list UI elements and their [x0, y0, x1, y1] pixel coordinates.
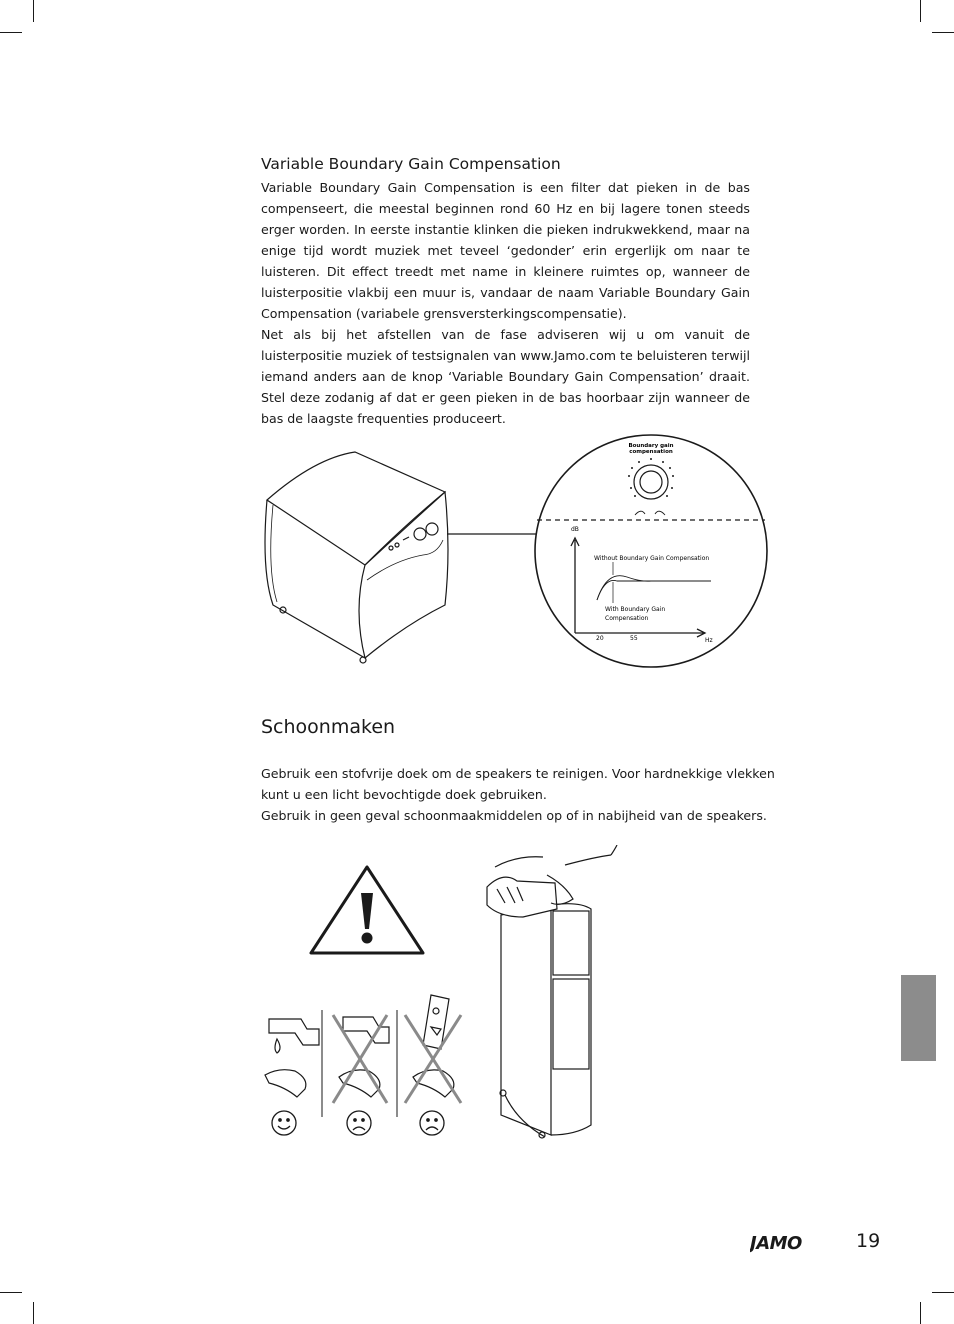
crop-mark — [33, 0, 34, 22]
subwoofer-diagram — [255, 430, 775, 680]
magnified-circle — [535, 435, 767, 667]
crop-mark — [920, 1302, 921, 1324]
vbgc-paragraph-2: Net als bij het afstellen van de fase adviseren wij u om vanuit de luisterpositie muziek of testsignalen van www.Jamo.com te beluisteren terwijl iemand anders aan de knop ‘Variable Boundary Gain Compensation’ draait. Stel deze zodanig af dat er geen pieken in de bas hoorbaar zijn wanneer de bas de laagste frequenties produceert. — [261, 327, 751, 426]
crop-mark — [932, 1292, 954, 1293]
section-tab — [901, 975, 936, 1061]
cleaning-line-1: Gebruik een stofvrije doek om de speakers te reinigen. Voor hardnekkige vlekken kunt u een licht bevochtigde doek gebruiken. — [261, 766, 775, 802]
crop-mark — [920, 0, 921, 22]
cleaning-line-2: Gebruik in geen geval schoonmaakmiddelen op of in nabijheid van de speakers. — [261, 808, 767, 823]
spray-can-crossed-icon — [405, 995, 461, 1103]
cleaning-heading: Schoonmaken — [261, 716, 396, 738]
smiley-happy-icon — [272, 1111, 296, 1135]
knob-label-line1: Boundary gain — [628, 443, 674, 449]
x-tick-55: 55 — [630, 635, 638, 642]
cleaning-section — [261, 763, 781, 826]
tap-detergent-crossed-icon — [333, 1015, 389, 1103]
curve-label-with-line1: With Boundary Gain — [605, 606, 666, 613]
crop-mark — [0, 1292, 22, 1293]
knob-label-line2: compensation — [629, 449, 673, 455]
cleaning-illustrations — [255, 845, 625, 1145]
subwoofer-illustration — [265, 452, 448, 663]
brand-logo-text: JAMO — [750, 1233, 802, 1253]
curve-label-without: Without Boundary Gain Compensation — [594, 555, 710, 562]
x-tick-20: 20 — [596, 635, 604, 642]
vbgc-section — [261, 155, 750, 429]
vbgc-heading: Variable Boundary Gain Compensation — [261, 155, 561, 173]
crop-mark — [932, 32, 954, 33]
smiley-sad-icon — [347, 1111, 371, 1135]
y-axis-label: dB — [571, 526, 579, 533]
warning-icon — [311, 867, 423, 953]
crop-mark — [33, 1302, 34, 1324]
curve-label-with-line2: Compensation — [605, 615, 649, 622]
vbgc-paragraph-1: Variable Boundary Gain Compensation is een filter dat pieken in de bas compenseert, die meestal beginnen rond 60 Hz en bij lagere tonen steeds erger worden. In eerste instantie klinken die pieken indrukwekkend, maar na enige tijd wordt muziek met teveel ‘gedonder’ erin ergerlijk om naar te luisteren. Dit effect treedt met name in kleinere ruimtes op, wanneer de luisterpositie vlakbij een muur is, vandaar de naam Variable Boundary Gain Compensation (variabele grensversterkingscompensatie). — [261, 180, 750, 321]
x-axis-label: Hz — [705, 637, 713, 644]
smiley-sad-icon — [420, 1111, 444, 1135]
page-number: 19 — [856, 1230, 881, 1252]
crop-mark — [0, 32, 22, 33]
tap-and-cloth-icon — [265, 1019, 319, 1097]
floor-speaker-illustration — [487, 845, 617, 1138]
jamo-logo — [750, 1233, 830, 1253]
